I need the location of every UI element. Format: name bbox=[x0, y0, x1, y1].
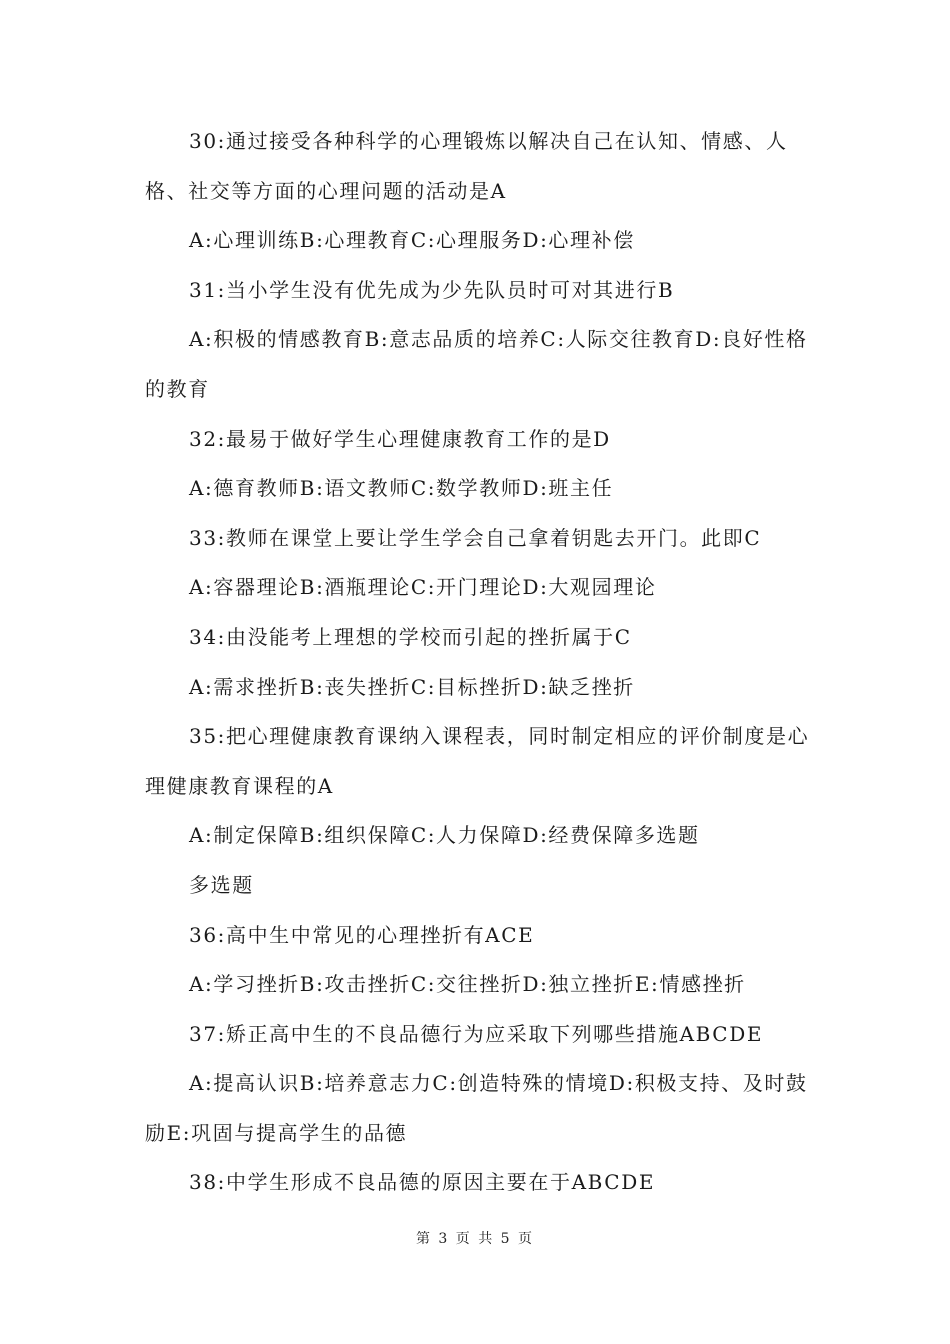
page-footer: 第 3 页 共 5 页 bbox=[415, 1231, 535, 1247]
document-body bbox=[145, 117, 810, 1208]
question-32: 32:最易于做好学生心理健康教育工作的是D bbox=[189, 426, 611, 451]
options-30: A:心理训练B:心理教育C:心理服务D:心理补偿 bbox=[189, 228, 635, 253]
options-34: A:需求挫折B:丧失挫折C:目标挫折D:缺乏挫折 bbox=[189, 674, 635, 699]
options-33: A:容器理论B:酒瓶理论C:开门理论D:大观园理论 bbox=[189, 575, 657, 600]
options-36: A:学习挫折B:攻击挫折C:交往挫折D:独立挫折E:情感挫折 bbox=[189, 972, 746, 997]
question-35: 35:把心理健康教育课纳入课程表，同时制定相应的评价制度是心理健康教育课程的A bbox=[145, 724, 810, 798]
options-32: A:德育教师B:语文教师C:数学教师D:班主任 bbox=[189, 476, 614, 501]
options-35: A:制定保障B:组织保障C:人力保障D:经费保障多选题 bbox=[189, 823, 700, 848]
options-31: A:积极的情感教育B:意志品质的培养C:人际交往教育D:良好性格的教育 bbox=[145, 327, 808, 401]
question-36: 36:高中生中常见的心理挫折有ACE bbox=[189, 922, 535, 947]
question-30: 30:通过接受各种科学的心理锻炼以解决自己在认知、情感、人格、社交等方面的心理问题的活动是A bbox=[145, 129, 788, 203]
question-37: 37:矫正高中生的不良品德行为应采取下列哪些措施ABCDE bbox=[189, 1021, 764, 1046]
section-heading-multiple-choice: 多选题 bbox=[189, 872, 254, 897]
question-38: 38:中学生形成不良品德的原因主要在于ABCDE bbox=[189, 1170, 656, 1195]
question-34: 34:由没能考上理想的学校而引起的挫折属于C bbox=[189, 624, 632, 649]
question-31: 31:当小学生没有优先成为少先队员时可对其进行B bbox=[189, 277, 675, 302]
options-37: A:提高认识B:培养意志力C:创造特殊的情境D:积极支持、及时鼓励E:巩固与提高学生的品德 bbox=[145, 1071, 808, 1145]
question-33: 33:教师在课堂上要让学生学会自己拿着钥匙去开门。此即C bbox=[189, 525, 762, 550]
